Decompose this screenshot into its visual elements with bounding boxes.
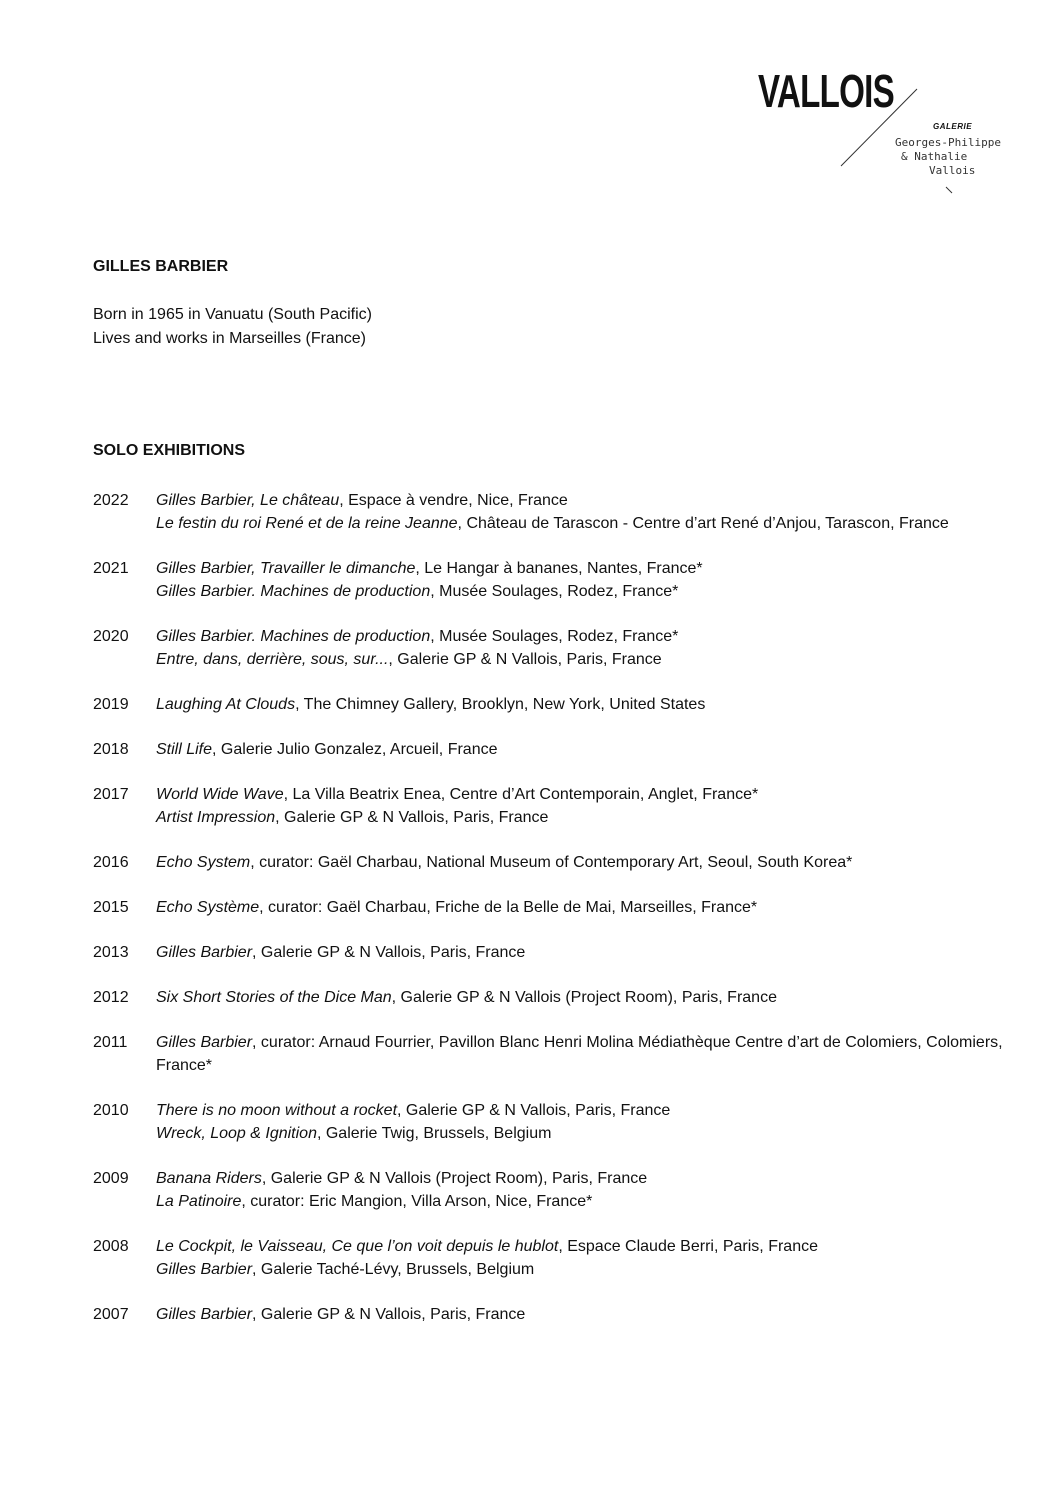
exhibition-list xyxy=(93,489,1033,1348)
exhibition-year-row xyxy=(93,941,1033,964)
logo-line: Vallois xyxy=(929,164,976,177)
exhibition-title: Wreck, Loop & Ignition xyxy=(156,1125,317,1142)
exhibition-entries xyxy=(156,693,1033,716)
artist-name: GILLES BARBIER xyxy=(93,258,229,275)
exhibition-entry xyxy=(156,986,1033,1009)
exhibition-entry xyxy=(156,1122,1033,1145)
exhibition-year: 2009 xyxy=(93,1170,129,1187)
exhibition-entry xyxy=(156,557,1033,580)
exhibition-year-row xyxy=(93,625,1033,671)
exhibition-title: Echo System xyxy=(156,854,251,871)
exhibition-year-row xyxy=(93,489,1033,535)
exhibition-title: Gilles Barbier xyxy=(156,944,253,961)
exhibition-entry xyxy=(156,941,1033,964)
exhibition-year-row xyxy=(93,1099,1033,1145)
exhibition-entry xyxy=(156,1258,1033,1281)
exhibition-entries xyxy=(156,986,1033,1009)
exhibition-detail: , curator: Eric Mangion, Villa Arson, Nice, France* xyxy=(241,1193,593,1210)
exhibition-year: 2016 xyxy=(93,854,129,871)
logo-line: & Nathalie xyxy=(901,150,968,163)
exhibition-title: Still Life xyxy=(156,741,213,758)
exhibition-detail: , Le Hangar à bananes, Nantes, France* xyxy=(415,560,703,577)
exhibition-entries xyxy=(156,625,1033,671)
exhibition-entry xyxy=(156,1099,1033,1122)
exhibition-title: Gilles Barbier xyxy=(156,1306,253,1323)
logo-line: Georges-Philippe xyxy=(895,136,1001,149)
artist-bio xyxy=(93,303,372,351)
exhibition-detail: , Galerie Taché-Lévy, Brussels, Belgium xyxy=(252,1261,535,1278)
exhibition-entry xyxy=(156,489,1033,512)
exhibition-title: La Patinoire xyxy=(156,1193,242,1210)
exhibition-detail: , Espace à vendre, Nice, France xyxy=(339,492,568,509)
exhibition-entry xyxy=(156,580,1033,603)
exhibition-entry xyxy=(156,1167,1033,1190)
exhibition-title: There is no moon without a rocket xyxy=(156,1102,398,1119)
exhibition-entries xyxy=(156,1167,1033,1213)
exhibition-entries xyxy=(156,1235,1033,1281)
exhibition-year-row xyxy=(93,896,1033,919)
section-title: SOLO EXHIBITIONS xyxy=(93,442,246,459)
exhibition-entry xyxy=(156,738,1033,761)
exhibition-detail: , Musée Soulages, Rodez, France* xyxy=(430,628,679,645)
exhibition-detail: , Galerie GP & N Vallois, Paris, France xyxy=(252,1306,526,1323)
exhibition-title: Gilles Barbier xyxy=(156,1034,253,1051)
exhibition-year-row xyxy=(93,1031,1033,1077)
exhibition-detail: , Musée Soulages, Rodez, France* xyxy=(430,583,679,600)
exhibition-year: 2017 xyxy=(93,786,129,803)
exhibition-entries xyxy=(156,557,1033,603)
exhibition-detail: , Galerie GP & N Vallois (Project Room), Paris, France xyxy=(261,1170,648,1187)
exhibition-year: 2015 xyxy=(93,899,129,916)
exhibition-title: Banana Riders xyxy=(156,1170,262,1187)
exhibition-entry xyxy=(156,648,1033,671)
exhibition-year-row xyxy=(93,1167,1033,1213)
exhibition-entry xyxy=(156,783,1033,806)
exhibition-entries xyxy=(156,489,1033,535)
exhibition-entry xyxy=(156,625,1033,648)
exhibition-year: 2012 xyxy=(93,989,129,1006)
logo-galerie-label: GALERIE xyxy=(933,122,973,131)
exhibition-detail: , curator: Arnaud Fourrier, Pavillon Blanc Henri Molina Médiathèque Centre d’art de Colomiers, Colomiers, France* xyxy=(156,1034,1003,1074)
exhibition-year-row xyxy=(93,1303,1033,1326)
exhibition-title: Le festin du roi René et de la reine Jeanne xyxy=(156,515,458,532)
exhibition-year-row xyxy=(93,738,1033,761)
exhibition-entries xyxy=(156,851,1033,874)
exhibition-year-row xyxy=(93,783,1033,829)
exhibition-title: Artist Impression xyxy=(156,809,276,826)
exhibition-year: 2011 xyxy=(93,1034,128,1051)
exhibition-year: 2010 xyxy=(93,1102,129,1119)
exhibition-year-row xyxy=(93,986,1033,1009)
exhibition-entries xyxy=(156,1303,1033,1326)
exhibition-entry xyxy=(156,693,1033,716)
exhibition-entry xyxy=(156,1190,1033,1213)
exhibition-year: 2013 xyxy=(93,944,129,961)
exhibition-year: 2018 xyxy=(93,741,129,758)
logo-wordmark: VALLOIS xyxy=(758,65,895,117)
exhibition-title: Gilles Barbier xyxy=(156,1261,253,1278)
exhibition-entry xyxy=(156,1303,1033,1326)
bio-line: Lives and works in Marseilles (France) xyxy=(93,330,366,347)
exhibition-detail: , La Villa Beatrix Enea, Centre d’Art Contemporain, Anglet, France* xyxy=(283,786,759,803)
exhibition-title: Six Short Stories of the Dice Man xyxy=(156,989,392,1006)
exhibition-entry xyxy=(156,896,1033,919)
exhibition-title: Laughing At Clouds xyxy=(156,696,296,713)
exhibition-title: Echo Système xyxy=(156,899,260,916)
exhibition-entry xyxy=(156,512,1033,535)
exhibition-detail: , Galerie GP & N Vallois, Paris, France xyxy=(397,1102,671,1119)
exhibition-year: 2008 xyxy=(93,1238,129,1255)
exhibition-detail: , Galerie Twig, Brussels, Belgium xyxy=(316,1125,552,1142)
exhibition-entries xyxy=(156,941,1033,964)
exhibition-year: 2007 xyxy=(93,1306,129,1323)
exhibition-year-row xyxy=(93,693,1033,716)
exhibition-year-row xyxy=(93,1235,1033,1281)
exhibition-detail: , curator: Gaël Charbau, National Museum of Contemporary Art, Seoul, South Korea* xyxy=(250,854,853,871)
bio-line: Born in 1965 in Vanuatu (South Pacific) xyxy=(93,306,372,323)
exhibition-entries xyxy=(156,1031,1033,1077)
exhibition-title: Gilles Barbier, Le château xyxy=(156,492,340,509)
exhibition-title: Gilles Barbier. Machines de production xyxy=(156,583,431,600)
exhibition-detail: , curator: Gaël Charbau, Friche de la Belle de Mai, Marseilles, France* xyxy=(259,899,758,916)
exhibition-entry xyxy=(156,1031,1033,1077)
exhibition-detail: , Galerie GP & N Vallois, Paris, France xyxy=(388,651,662,668)
exhibition-title: Entre, dans, derrière, sous, sur... xyxy=(156,651,389,668)
exhibition-entries xyxy=(156,738,1033,761)
exhibition-entry xyxy=(156,1235,1033,1258)
exhibition-detail: , The Chimney Gallery, Brooklyn, New York, United States xyxy=(295,696,706,713)
exhibition-detail: , Galerie GP & N Vallois, Paris, France xyxy=(275,809,549,826)
exhibition-detail: , Galerie Julio Gonzalez, Arcueil, France xyxy=(212,741,498,758)
exhibition-entry xyxy=(156,851,1033,874)
exhibition-year: 2020 xyxy=(93,628,129,645)
exhibition-title: Le Cockpit, le Vaisseau, Ce que l’on voit depuis le hublot xyxy=(156,1238,559,1255)
exhibition-detail: , Château de Tarascon - Centre d’art René d’Anjou, Tarascon, France xyxy=(457,515,949,532)
exhibition-title: World Wide Wave xyxy=(156,786,284,803)
exhibition-title: Gilles Barbier, Travailler le dimanche xyxy=(156,560,416,577)
exhibition-year-row xyxy=(93,557,1033,603)
exhibition-year: 2021 xyxy=(93,560,129,577)
exhibition-entries xyxy=(156,783,1033,829)
exhibition-entries xyxy=(156,1099,1033,1145)
gallery-logo xyxy=(755,64,1015,204)
exhibition-year-row xyxy=(93,851,1033,874)
exhibition-year: 2019 xyxy=(93,696,129,713)
exhibition-detail: , Galerie GP & N Vallois, Paris, France xyxy=(252,944,526,961)
exhibition-year: 2022 xyxy=(93,492,129,509)
exhibition-entries xyxy=(156,896,1033,919)
exhibition-title: Gilles Barbier. Machines de production xyxy=(156,628,431,645)
exhibition-detail: , Galerie GP & N Vallois (Project Room), Paris, France xyxy=(391,989,777,1006)
exhibition-detail: , Espace Claude Berri, Paris, France xyxy=(558,1238,818,1255)
exhibition-entry xyxy=(156,806,1033,829)
